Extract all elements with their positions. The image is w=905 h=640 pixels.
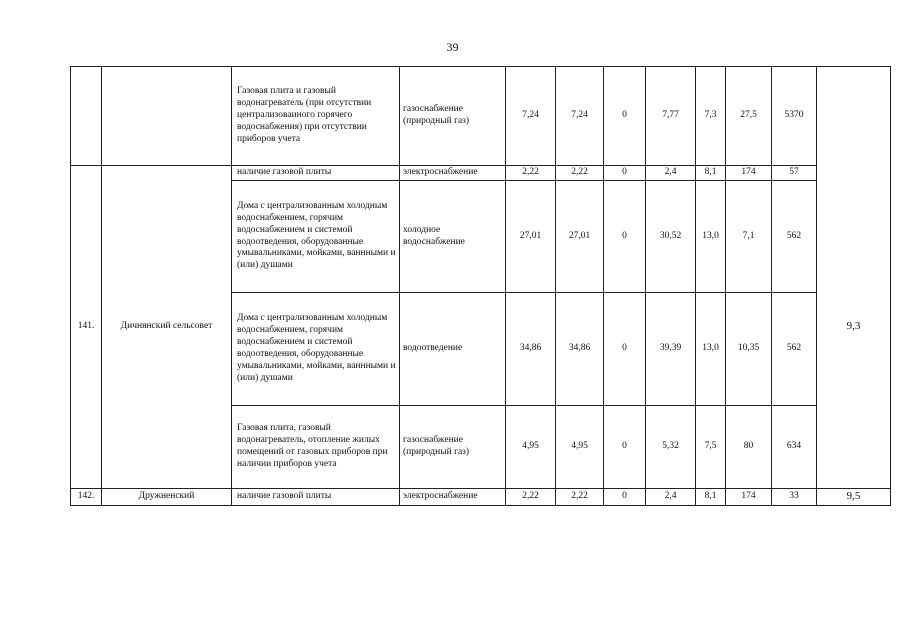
value-cell: 2,4 xyxy=(646,489,696,506)
value-cell: 34,86 xyxy=(506,293,556,406)
resource-cell: электроснабжение xyxy=(400,489,506,506)
settlement-cell: Дружненский xyxy=(102,489,232,506)
value-cell: 13,0 xyxy=(696,181,726,293)
value-cell: 27,01 xyxy=(556,181,604,293)
value-cell: 27,5 xyxy=(726,67,772,166)
row-number-cell: 142. xyxy=(71,489,102,506)
value-cell: 174 xyxy=(726,489,772,506)
coefficient-cell: 9,5 xyxy=(817,489,891,506)
description-cell: Дома с централизованным холодным водоснабжением, горячим водоснабжением и системой водоотведения, оборудованные умывальниками, мойками, ваннными и (или) душами xyxy=(232,293,400,406)
value-cell: 7,24 xyxy=(556,67,604,166)
value-cell: 0 xyxy=(604,406,646,489)
resource-cell: газоснабжение (природный газ) xyxy=(400,67,506,166)
value-cell: 33 xyxy=(772,489,817,506)
value-cell: 2,22 xyxy=(506,489,556,506)
value-cell: 80 xyxy=(726,406,772,489)
settlement-cell xyxy=(102,67,232,166)
value-cell: 5,32 xyxy=(646,406,696,489)
table-row xyxy=(71,489,891,506)
resource-cell: водоотведение xyxy=(400,293,506,406)
value-cell: 10,35 xyxy=(726,293,772,406)
value-cell: 8,1 xyxy=(696,166,726,181)
value-cell: 5370 xyxy=(772,67,817,166)
resource-cell: холодное водоснабжение xyxy=(400,181,506,293)
description-cell: наличие газовой плиты xyxy=(232,166,400,181)
row-number-cell xyxy=(71,67,102,166)
description-cell: Дома с централизованным холодным водоснабжением, горячим водоснабжением и системой водоотведения, оборудованные умывальниками, мойками, ваннными и (или) душами xyxy=(232,181,400,293)
value-cell: 4,95 xyxy=(506,406,556,489)
resource-cell: электроснабжение xyxy=(400,166,506,181)
row-number-cell: 141. xyxy=(71,166,102,489)
value-cell: 0 xyxy=(604,181,646,293)
value-cell: 30,52 xyxy=(646,181,696,293)
value-cell: 7,24 xyxy=(506,67,556,166)
value-cell: 2,22 xyxy=(506,166,556,181)
value-cell: 634 xyxy=(772,406,817,489)
value-cell: 0 xyxy=(604,67,646,166)
value-cell: 562 xyxy=(772,181,817,293)
value-cell: 7,1 xyxy=(726,181,772,293)
value-cell: 13,0 xyxy=(696,293,726,406)
value-cell: 2,22 xyxy=(556,166,604,181)
value-cell: 57 xyxy=(772,166,817,181)
table-row xyxy=(71,166,891,181)
value-cell: 2,22 xyxy=(556,489,604,506)
coefficient-cell: 9,3 xyxy=(817,166,891,489)
coefficient-cell xyxy=(817,67,891,166)
resource-cell: газоснабжение (природный газ) xyxy=(400,406,506,489)
value-cell: 7,5 xyxy=(696,406,726,489)
value-cell: 34,86 xyxy=(556,293,604,406)
description-cell: Газовая плита, газовый водонагреватель, отопление жилых помещений от газовых приборов при наличии приборов учета xyxy=(232,406,400,489)
value-cell: 0 xyxy=(604,166,646,181)
value-cell: 174 xyxy=(726,166,772,181)
description-cell: наличие газовой плиты xyxy=(232,489,400,506)
settlement-cell: Дичнянский сельсовет xyxy=(102,166,232,489)
page-number: 39 xyxy=(446,40,459,54)
description-cell: Газовая плита и газовый водонагреватель (при отсутствии централизоваиного горячего водоснабжения) при отсутствии приборов учета xyxy=(232,67,400,166)
value-cell: 8,1 xyxy=(696,489,726,506)
value-cell: 7,3 xyxy=(696,67,726,166)
table-row xyxy=(71,67,891,166)
value-cell: 27,01 xyxy=(506,181,556,293)
tariff-table xyxy=(70,66,891,506)
value-cell: 0 xyxy=(604,293,646,406)
value-cell: 2,4 xyxy=(646,166,696,181)
value-cell: 0 xyxy=(604,489,646,506)
value-cell: 7,77 xyxy=(646,67,696,166)
value-cell: 562 xyxy=(772,293,817,406)
value-cell: 39,39 xyxy=(646,293,696,406)
value-cell: 4,95 xyxy=(556,406,604,489)
